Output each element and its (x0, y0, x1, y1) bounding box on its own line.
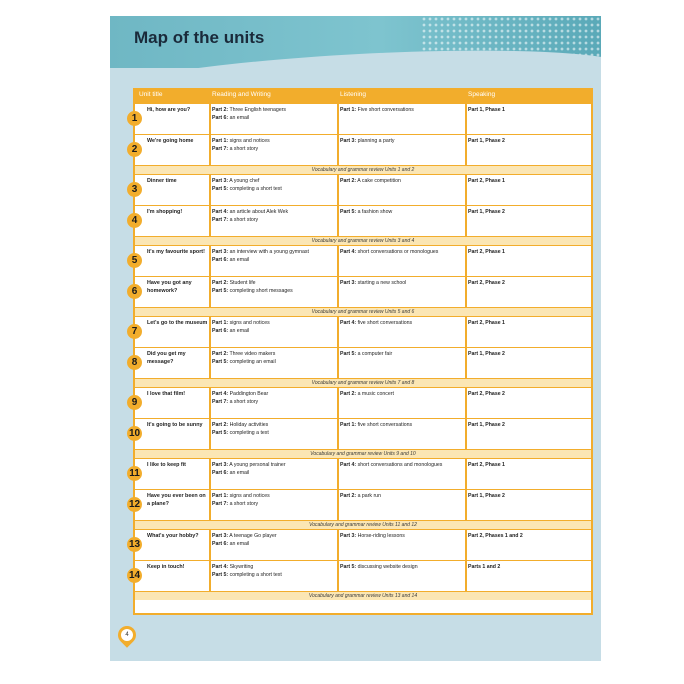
unit-row (131, 245, 591, 276)
reading-writing-cell (212, 563, 336, 579)
header-speaking: Speaking (468, 91, 496, 98)
listening-cell (340, 319, 464, 327)
reading-writing-cell-line (212, 469, 336, 477)
listening-cell-line (340, 421, 464, 429)
part-label: Part 2: (212, 107, 229, 113)
unit-row (128, 529, 591, 560)
review-row (135, 449, 591, 458)
review-label: Vocabulary and grammar review Units 7 and 8 (311, 380, 415, 386)
unit-row (128, 489, 591, 520)
reading-writing-cell (212, 492, 336, 508)
unit-row (131, 103, 591, 134)
part-description: short conversations and monologues (356, 462, 443, 468)
reading-writing-cell-line (212, 358, 336, 366)
part-label: Part 2: (340, 391, 357, 397)
listening-cell-line (340, 532, 464, 540)
column-divider (337, 348, 339, 379)
reading-writing-cell-line (212, 563, 336, 571)
unit-number: 5 (127, 253, 142, 268)
reading-writing-cell (212, 461, 336, 477)
unit-title: It's my favourite sport! (147, 249, 205, 255)
reading-writing-cell-line (212, 492, 336, 500)
listening-cell-line (340, 563, 464, 571)
column-divider (465, 459, 467, 490)
unit-row (131, 387, 591, 418)
part-label: Part 7: (212, 399, 229, 405)
column-divider (209, 317, 211, 348)
reading-writing-cell-line (212, 540, 336, 548)
column-divider (209, 206, 211, 237)
column-divider (337, 459, 339, 490)
reading-writing-cell (212, 208, 336, 224)
review-label: Vocabulary and grammar review Units 11 and 12 (309, 522, 417, 528)
part-label: Part 3: (340, 533, 357, 539)
listening-cell-line (340, 137, 464, 145)
column-divider (465, 388, 467, 419)
part-label: Part 3: (340, 280, 357, 286)
reading-writing-cell (212, 390, 336, 406)
part-description: a park run (356, 493, 381, 499)
part-description: a music concert (356, 391, 394, 397)
reading-writing-cell-line (212, 287, 336, 295)
column-divider (465, 317, 467, 348)
speaking-cell: Part 2, Phase 1 (468, 320, 505, 326)
unit-title: Keep in touch! (147, 564, 185, 570)
unit-number: 7 (127, 324, 142, 339)
units-table (128, 88, 593, 615)
part-description: a short story (228, 217, 259, 223)
part-description: short conversations or monologues (356, 249, 439, 255)
listening-cell (340, 137, 464, 145)
reading-writing-cell-line (212, 114, 336, 122)
header-reading-writing: Reading and Writing (212, 91, 271, 98)
reading-writing-cell (212, 177, 336, 193)
unit-number: 8 (127, 355, 142, 370)
part-description: five short conversations (356, 422, 413, 428)
unit-number: 10 (128, 428, 141, 439)
reading-writing-cell-line (212, 398, 336, 406)
part-description: a fashion show (356, 209, 393, 215)
listening-cell-line (340, 248, 464, 256)
unit-title: What's your hobby? (147, 533, 199, 539)
column-divider (465, 348, 467, 379)
part-label: Part 1: (340, 422, 357, 428)
column-divider (337, 277, 339, 308)
unit-title: Have you ever been on a plane? (147, 493, 206, 507)
unit-title: Let's go to the museum (147, 320, 208, 326)
listening-cell (340, 106, 464, 114)
listening-cell (340, 390, 464, 398)
page-number: 4 (121, 629, 133, 641)
column-divider (209, 135, 211, 166)
review-row (135, 520, 591, 529)
reading-writing-cell-line (212, 532, 336, 540)
unit-title: I like to keep fit (147, 462, 186, 468)
column-divider (209, 348, 211, 379)
reading-writing-cell-line (212, 429, 336, 437)
listening-cell-line (340, 279, 464, 287)
column-divider (209, 419, 211, 450)
part-label: Part 5: (212, 430, 229, 436)
book-page (110, 16, 601, 661)
part-label: Part 6: (212, 541, 229, 547)
reading-writing-cell-line (212, 185, 336, 193)
part-description: an email (228, 470, 250, 476)
part-description: starting a new school (356, 280, 407, 286)
reading-writing-cell (212, 532, 336, 548)
part-label: Part 5: (212, 359, 229, 365)
part-label: Part 6: (212, 115, 229, 121)
part-label: Part 7: (212, 217, 229, 223)
part-label: Part 7: (212, 146, 229, 152)
reading-writing-cell (212, 319, 336, 335)
reading-writing-cell (212, 248, 336, 264)
listening-cell (340, 248, 464, 256)
listening-cell-line (340, 177, 464, 185)
listening-cell-line (340, 461, 464, 469)
part-label: Part 6: (212, 328, 229, 334)
unit-title: Hi, how are you? (147, 107, 191, 113)
column-divider (209, 388, 211, 419)
speaking-cell: Part 2, Phase 2 (468, 391, 505, 397)
part-label: Part 6: (212, 470, 229, 476)
speaking-cell: Part 1, Phase 1 (468, 107, 505, 113)
unit-number: 4 (127, 213, 142, 228)
speaking-cell: Part 1, Phase 2 (468, 493, 505, 499)
unit-row (131, 276, 591, 307)
listening-cell (340, 279, 464, 287)
column-divider (337, 530, 339, 561)
speaking-cell: Part 2, Phase 1 (468, 249, 505, 255)
unit-title: It's going to be sunny (147, 422, 203, 428)
listening-cell-line (340, 208, 464, 216)
part-description: Skywriting (228, 564, 254, 570)
part-label: Part 4: (340, 462, 357, 468)
part-label: Part 1: (340, 107, 357, 113)
column-divider (337, 246, 339, 277)
column-divider (465, 175, 467, 206)
column-divider (209, 277, 211, 308)
column-divider (465, 206, 467, 237)
listening-cell-line (340, 319, 464, 327)
speaking-cell: Part 2, Phases 1 and 2 (468, 533, 523, 539)
listening-cell (340, 177, 464, 185)
review-row (135, 307, 591, 316)
part-label: Part 3: (212, 533, 229, 539)
speaking-cell: Part 2, Phase 1 (468, 462, 505, 468)
review-row (135, 591, 591, 600)
part-description: A teenage Go player (228, 533, 277, 539)
listening-cell (340, 461, 464, 469)
part-description: a short story (228, 399, 259, 405)
unit-number: 3 (127, 182, 142, 197)
review-label: Vocabulary and grammar review Units 9 and 10 (310, 451, 416, 457)
listening-cell-line (340, 390, 464, 398)
unit-title: Have you got any homework? (147, 280, 192, 294)
speaking-cell: Parts 1 and 2 (468, 564, 501, 570)
column-divider (337, 317, 339, 348)
review-label: Vocabulary and grammar review Units 1 and 2 (311, 167, 415, 173)
column-divider (209, 490, 211, 521)
speaking-cell: Part 1, Phase 2 (468, 138, 505, 144)
column-divider (337, 135, 339, 166)
part-description: a short story (228, 501, 259, 507)
part-label: Part 3: (340, 138, 357, 144)
column-divider (209, 175, 211, 206)
part-label: Part 2: (212, 422, 229, 428)
part-label: Part 4: (340, 320, 357, 326)
unit-row (131, 174, 591, 205)
reading-writing-cell-line (212, 256, 336, 264)
reading-writing-cell-line (212, 279, 336, 287)
review-row (135, 378, 591, 387)
column-divider (337, 419, 339, 450)
reading-writing-cell-line (212, 327, 336, 335)
unit-number: 11 (127, 466, 142, 481)
unit-number: 6 (127, 284, 142, 299)
part-description: A young personal trainer (228, 462, 286, 468)
unit-row (128, 418, 591, 449)
part-description: Student life (228, 280, 256, 286)
part-description: five short conversations (356, 320, 413, 326)
listening-cell (340, 532, 464, 540)
reading-writing-cell (212, 137, 336, 153)
unit-number: 13 (128, 539, 141, 550)
part-label: Part 3: (212, 178, 229, 184)
part-description: an email (228, 541, 250, 547)
part-description: completing an email (228, 359, 276, 365)
table-header (135, 90, 591, 103)
part-description: completing short messages (228, 288, 293, 294)
reading-writing-cell-line (212, 421, 336, 429)
review-row (135, 236, 591, 245)
unit-title: I'm shopping! (147, 209, 183, 215)
reading-writing-cell-line (212, 350, 336, 358)
part-label: Part 5: (212, 186, 229, 192)
column-divider (465, 419, 467, 450)
unit-row (131, 134, 591, 165)
part-description: a computer fair (356, 351, 393, 357)
reading-writing-cell-line (212, 571, 336, 579)
part-label: Part 5: (340, 564, 357, 570)
column-divider (465, 277, 467, 308)
part-label: Part 2: (212, 351, 229, 357)
unit-number: 12 (128, 499, 141, 510)
part-label: Part 6: (212, 257, 229, 263)
reading-writing-cell (212, 106, 336, 122)
unit-title: Did you get my message? (147, 351, 186, 365)
part-description: an article about Alek Wek (228, 209, 289, 215)
part-description: discussing website design (356, 564, 418, 570)
speaking-cell: Part 1, Phase 2 (468, 351, 505, 357)
part-description: an email (228, 115, 250, 121)
part-description: completing a short text (228, 186, 282, 192)
reading-writing-cell-line (212, 177, 336, 185)
reading-writing-cell (212, 421, 336, 437)
part-description: A young chef (228, 178, 260, 184)
column-divider (337, 104, 339, 135)
column-divider (209, 246, 211, 277)
unit-row (131, 316, 591, 347)
listening-cell-line (340, 350, 464, 358)
column-divider (337, 561, 339, 592)
listening-cell (340, 350, 464, 358)
part-description: Horse-riding lessons (356, 533, 405, 539)
part-description: Three English teenagers (228, 107, 287, 113)
column-divider (465, 104, 467, 135)
part-label: Part 5: (212, 572, 229, 578)
part-description: completing a text (228, 430, 269, 436)
unit-row (128, 560, 591, 591)
part-label: Part 5: (340, 351, 357, 357)
column-divider (465, 135, 467, 166)
part-description: an email (228, 257, 250, 263)
part-description: Three video makers (228, 351, 276, 357)
part-label: Part 7: (212, 501, 229, 507)
part-label: Part 5: (212, 288, 229, 294)
part-description: A cake competition (356, 178, 401, 184)
header-unit-title: Unit title (139, 91, 163, 98)
listening-cell-line (340, 492, 464, 500)
reading-writing-cell (212, 350, 336, 366)
part-description: an email (228, 328, 250, 334)
column-divider (337, 206, 339, 237)
unit-title: I love that film! (147, 391, 186, 397)
unit-title: Dinner time (147, 178, 177, 184)
listening-cell (340, 492, 464, 500)
reading-writing-cell-line (212, 145, 336, 153)
listening-cell-line (340, 106, 464, 114)
page-number-badge (114, 622, 139, 647)
part-label: Part 4: (212, 209, 229, 215)
listening-cell (340, 563, 464, 571)
reading-writing-cell-line (212, 461, 336, 469)
reading-writing-cell (212, 279, 336, 295)
review-label: Vocabulary and grammar review Units 13 and 14 (308, 593, 418, 599)
part-label: Part 4: (212, 564, 229, 570)
unit-number: 14 (128, 570, 141, 581)
speaking-cell: Part 1, Phase 2 (468, 209, 505, 215)
part-label: Part 2: (340, 178, 357, 184)
part-label: Part 4: (212, 391, 229, 397)
column-divider (465, 561, 467, 592)
reading-writing-cell-line (212, 137, 336, 145)
reading-writing-cell-line (212, 319, 336, 327)
reading-writing-cell-line (212, 500, 336, 508)
part-label: Part 3: (212, 249, 229, 255)
page-title: Map of the units (134, 28, 265, 47)
part-description: Holiday activities (228, 422, 269, 428)
reading-writing-cell-line (212, 106, 336, 114)
part-description: signs and notices (228, 138, 270, 144)
unit-number: 9 (127, 395, 142, 410)
unit-number: 1 (127, 111, 142, 126)
part-description: signs and notices (228, 493, 270, 499)
speaking-cell: Part 2, Phase 1 (468, 178, 505, 184)
review-label: Vocabulary and grammar review Units 5 and 6 (311, 309, 415, 315)
review-label: Vocabulary and grammar review Units 3 and 4 (311, 238, 415, 244)
header-listening: Listening (340, 91, 367, 98)
part-description: completing a short text (228, 572, 282, 578)
reading-writing-cell-line (212, 208, 336, 216)
part-label: Part 3: (212, 462, 229, 468)
listening-cell (340, 421, 464, 429)
part-label: Part 2: (340, 493, 357, 499)
review-row (135, 165, 591, 174)
column-divider (465, 530, 467, 561)
part-description: Five short conversations (356, 107, 414, 113)
unit-row (131, 347, 591, 378)
column-divider (465, 490, 467, 521)
speaking-cell: Part 2, Phase 2 (468, 280, 505, 286)
listening-cell (340, 208, 464, 216)
column-divider (209, 104, 211, 135)
part-label: Part 1: (212, 493, 229, 499)
part-label: Part 5: (340, 209, 357, 215)
part-description: a short story (228, 146, 259, 152)
part-description: planning a party (356, 138, 395, 144)
part-label: Part 2: (212, 280, 229, 286)
unit-row (129, 458, 591, 489)
unit-title: We're going home (147, 138, 194, 144)
part-label: Part 1: (212, 138, 229, 144)
unit-row (131, 205, 591, 236)
reading-writing-cell-line (212, 390, 336, 398)
part-label: Part 1: (212, 320, 229, 326)
column-divider (337, 490, 339, 521)
part-description: Paddington Bear (228, 391, 269, 397)
column-divider (465, 246, 467, 277)
part-description: signs and notices (228, 320, 270, 326)
unit-number: 2 (127, 142, 142, 157)
part-label: Part 4: (340, 249, 357, 255)
part-description: an interview with a young gymnast (228, 249, 309, 255)
reading-writing-cell-line (212, 216, 336, 224)
column-divider (209, 530, 211, 561)
column-divider (337, 388, 339, 419)
speaking-cell: Part 1, Phase 2 (468, 422, 505, 428)
reading-writing-cell-line (212, 248, 336, 256)
column-divider (209, 561, 211, 592)
column-divider (337, 175, 339, 206)
column-divider (209, 459, 211, 490)
